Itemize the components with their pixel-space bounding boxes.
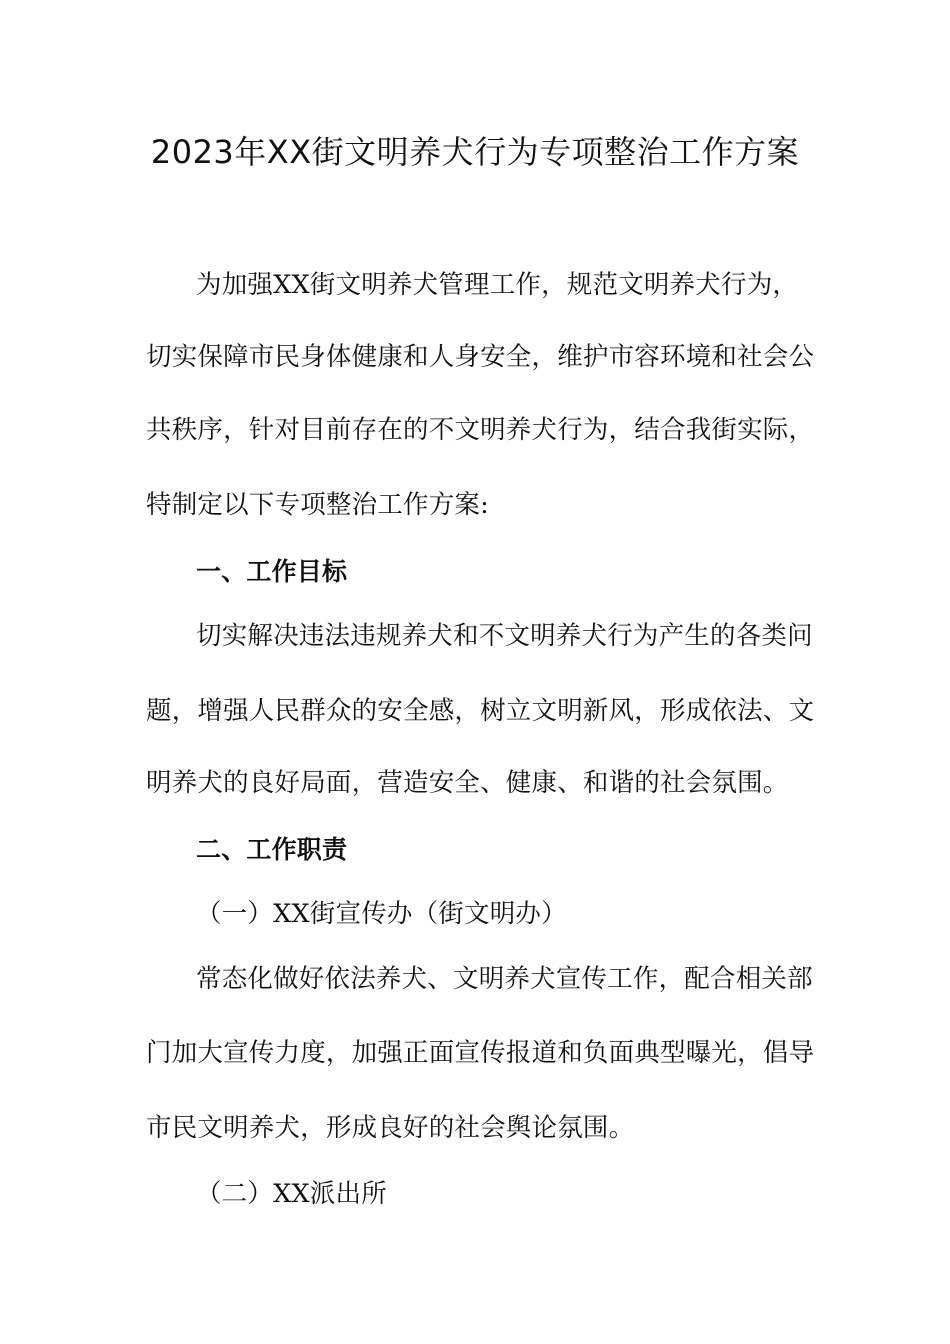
subsection-1-line-1: 常态化做好依法养犬、文明养犬宣传工作，配合相关部 — [196, 964, 813, 994]
section-1-line-2: 题，增强人民群众的安全感，树立文明新风，形成依法、文 — [146, 696, 815, 726]
intro-line-1: 为加强XX街文明养犬管理工作，规范文明养犬行为， — [196, 270, 799, 300]
section-1-line-1: 切实解决违法违规养犬和不文明养犬行为产生的各类问 — [196, 621, 813, 651]
intro-line-2: 切实保障市民身体健康和人身安全，维护市容环境和社会公 — [146, 342, 815, 372]
document-title: 2023年XX街文明养犬行为专项整治工作方案 — [150, 133, 800, 171]
section-2-heading: 二、工作职责 — [196, 835, 348, 864]
subsection-2-heading: （二）XX派出所 — [196, 1179, 387, 1209]
section-1-line-3: 明养犬的良好局面，营造安全、健康、和谐的社会氛围。 — [146, 768, 789, 798]
section-1-heading: 一、工作目标 — [196, 557, 348, 586]
subsection-1-line-2: 门加大宣传力度，加强正面宣传报道和负面典型曝光，倡导 — [146, 1038, 815, 1068]
subsection-1-heading: （一）XX街宣传办（街文明办） — [196, 899, 567, 929]
intro-line-3: 共秩序，针对目前存在的不文明养犬行为，结合我街实际， — [146, 415, 815, 445]
intro-line-4: 特制定以下专项整治工作方案: — [146, 490, 489, 520]
subsection-1-line-3: 市民文明养犬，形成良好的社会舆论氛围。 — [146, 1113, 635, 1143]
